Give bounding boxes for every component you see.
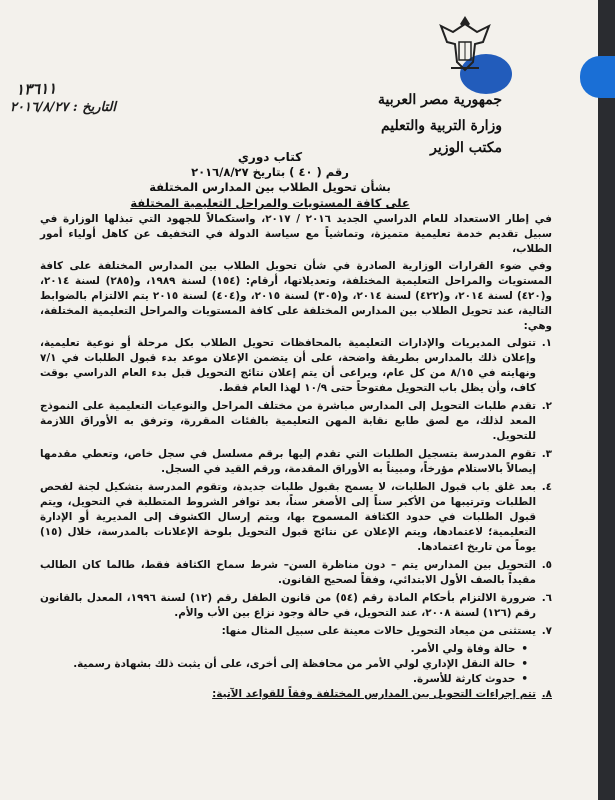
- screen-edge: [598, 0, 615, 800]
- list-item: ٨. تتم إجراءات التحويل بين المدارس المختلفة وفقاً للقواعد الآتية:: [212, 688, 552, 700]
- exception-item: • حالة النقل الإداري لولي الأمر من محافظة إلى أخرى، على أن يثبت ذلك بشهادة رسمية.: [40, 657, 528, 672]
- document-number-line: رقم ( ٤٠ ) بتاريخ ٢٠١٦/٨/٢٧: [191, 165, 349, 179]
- list-item: ١. تتولى المديريات والإدارات التعليمية بالمحافظات تحويل الطلاب بكل مرحلة أو نوعية تعليمية، وإعلان ذلك بالمدارس بطريقة واضحة، على أن يتضمن الإعلان موعد بدء قبول الطلبات في ٧/١ ونهايته في ٨/١٥ من كل عام، ويراعى أن يتم إعلان نتائج التحويل قبل بدء العام الدراسي بوقت كاف، وأن يظل باب التحويل مفتوحاً حتى ١٠/٩ لهذا العام فقط.: [40, 337, 552, 394]
- header-ministry: وزارة التربية والتعليم: [380, 118, 502, 134]
- exceptions-list: [40, 642, 528, 687]
- date-value: ٢٠١٦/٨/٢٧: [10, 100, 69, 115]
- date-label: التاريخ: [82, 100, 116, 115]
- header-republic: جمهورية مصر العربية: [378, 92, 502, 108]
- list-item: ٧. يستثنى من ميعاد التحويل حالات معينة على سبيل المثال منها:: [221, 625, 552, 637]
- list-item: ٢. تقدم طلبات التحويل إلى المدارس مباشرة من مختلف المراحل والنوعيات التعليمية على النموذج المعد لذلك، مع لصق طابع نقابة المهن التعليمية بالفئات المقررة، وترفق به الأوراق اللازمة للتحويل.: [40, 400, 552, 442]
- list-item: ٥. التحويل بين المدارس يتم – دون مناظرة السن– شرط سماح الكثافة فقط، طالما كان الطالب مقيداً بالصف الأول الابتدائي، وفقاً لصحيح القانون.: [40, 559, 552, 586]
- document-scope: على كافة المستويات والمراحل التعليمية المختلفة: [130, 196, 410, 210]
- handwritten-date: التاريخ : ٢٠١٦/٨/٢٧: [10, 100, 116, 115]
- eagle-emblem-icon: [437, 12, 493, 76]
- document-body: [40, 212, 552, 705]
- blue-marker: [580, 56, 615, 98]
- list-item: ٣. تقوم المدرسة بتسجيل الطلبات التي تقدم إليها برقم مسلسل في سجل خاص، وتعطي مقدمها إيصالاً بالاستلام مؤرخاً، ومبيناً به الأوراق المقدمة، ورقم القيد في السجل.: [40, 448, 552, 475]
- rules-list-continued: [40, 687, 552, 702]
- list-item: ٦. ضرورة الالتزام بأحكام المادة رقم (٥٤) من قانون الطفل رقم (١٢) لسنة ١٩٩٦، المعدل بالقانون رقم (١٢٦) لسنة ٢٠٠٨، عند التحويل، في حالة وجود نزاع بين الأب والأم.: [40, 592, 552, 619]
- rules-list: [40, 336, 552, 639]
- intro-paragraph-2: وفي ضوء القرارات الوزارية الصادرة في شأن تحويل الطلاب بين المدارس المختلفة على كافة المستويات والمراحل التعليمية المختلفة، وتعديلاتها، أرقام: (١٥٤) لسنة ١٩٨٩، و(٢٨٥) لسنة ٢٠١٤، و(٤٢٠) لسنة ٢٠١٤، و(٤٢٢) لسنة ٢٠١٤، و(٣٠٥) لسنة ٢٠١٥، و(٤٠٤) لسنة ٢٠١٥ يتم الالتزام بالضوابط التالية، عند تحويل الطلاب بين المدارس المختلفة على كافة المستويات والمراحل التعليمية المختلفة، وهي:: [40, 260, 552, 332]
- document-kind: كتاب دوري: [237, 150, 303, 164]
- handwritten-number: ١٣٦١١: [15, 79, 57, 99]
- list-item: ٤. بعد غلق باب قبول الطلبات، لا يسمح بقبول طلبات جديدة، وتقوم المدرسة بتشكيل لجنة لفحص الطلبات وترتيبها من الأكبر سناً إلى الأصغر سناً، بعد توافر الشروط المتطلبة في التحويل، ويتم قبول الطلبات في حدود الكثافة المسموح بها، ويتم إرسال الكشوف إلى المديرية أو الإدارة التعليمية؛ لاعتمادها، ويتم الإعلان عن نتائج قبول التحويل بلوحة الإعلانات بالمدرسة، خلال (١٥) يوماً من تاريخ اعتمادها.: [40, 481, 552, 553]
- intro-paragraph-1: في إطار الاستعداد للعام الدراسي الجديد ٢٠١٦ / ٢٠١٧، واستكمالاً للجهود التي تبذلها الوزارة في سبيل تقديم خدمة تعليمية متميزة، وتماشياً مع سياسة الدولة في التخفيف عن كاهل أولياء أمور الطلاب،: [40, 213, 552, 255]
- header-office: مكتب الوزير: [430, 140, 502, 156]
- exception-item: • حدوث كارثة للأسرة.: [40, 672, 528, 687]
- document-subject: بشأن تحويل الطلاب بين المدارس المختلفة: [149, 180, 391, 194]
- exception-item: • حالة وفاة ولي الأمر.: [40, 642, 528, 657]
